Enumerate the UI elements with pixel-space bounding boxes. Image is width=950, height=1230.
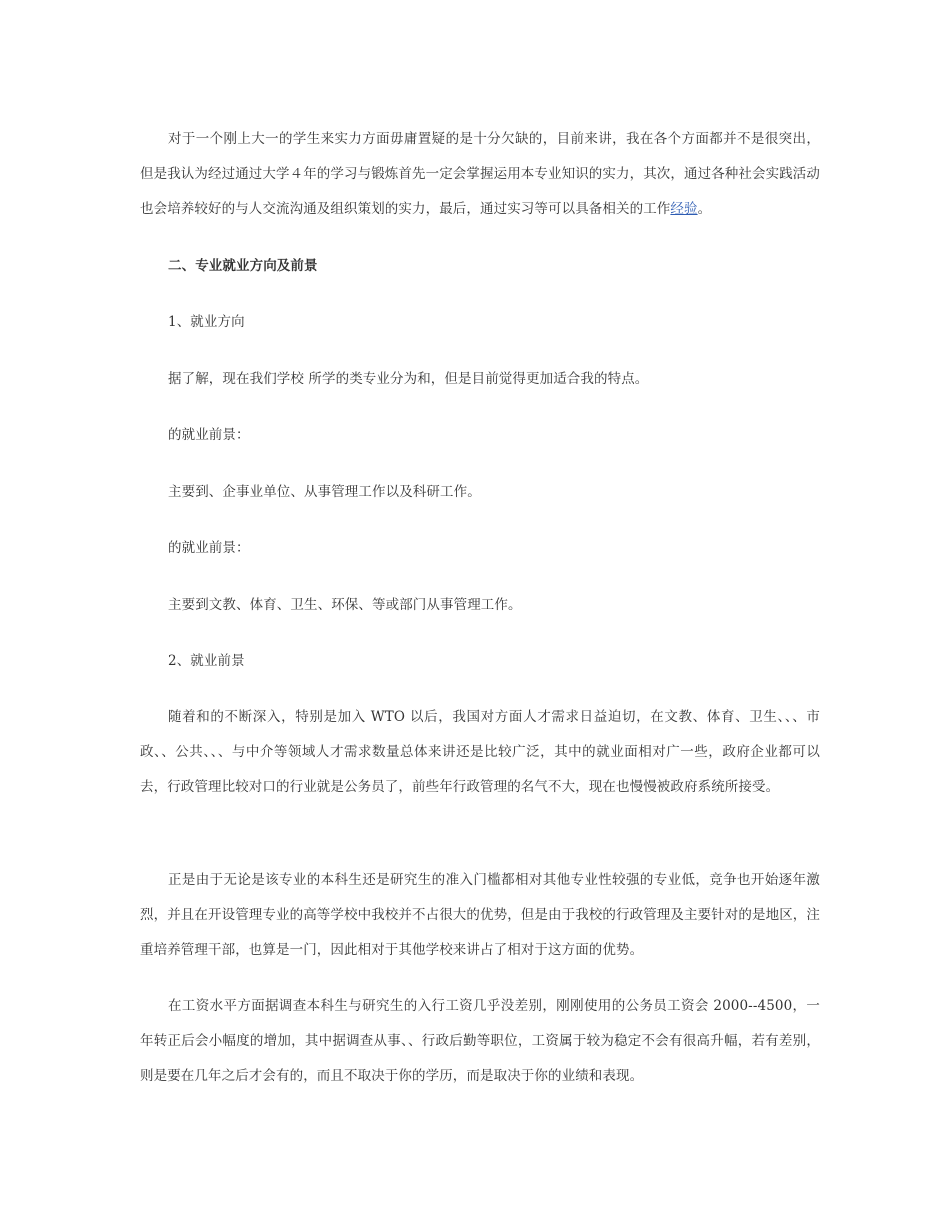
paragraph-abilities [140, 122, 820, 227]
paragraph-wto-demand: 随着和的不断深入，特别是加入 WTO 以后，我国对方面人才需求日益迫切，在文教、体育、卫生、、、市政、、公共、、、与中介等领域人才需求数量总体来讲还是比较广泛，其中的就业面相对广一些，政府企业都可以去，行政管理比较对口的行业就是公务员了，前些年行政管理的名气不大，现在也慢慢被政府系统所接受。 [140, 709, 820, 795]
paragraph-prospect-label-1: 的就业前景： [168, 427, 250, 443]
subheading-prospects: 2、就业前景 [168, 653, 245, 669]
paragraph-prospect-label-2: 的就业前景： [168, 540, 250, 556]
paragraph-competition: 正是由于无论是该专业的本科生还是研究生的准入门槛都相对其他专业性较强的专业低，竞争也开始逐年激烈，并且在开设管理专业的高等学校中我校并不占很大的优势，但是由于我校的行政管理及主要针对的是地区，注重培养管理干部，也算是一门，因此相对于其他学校来讲占了相对于这方面的优势。 [140, 872, 820, 958]
section-heading-employment: 二、专业就业方向及前景 [168, 258, 318, 274]
paragraph-prospect-detail-1: 主要到、企事业单位、从事管理工作以及科研工作。 [168, 484, 481, 500]
paragraph-prospect-detail-2: 主要到文教、体育、卫生、环保、等或部门从事管理工作。 [168, 597, 522, 613]
paragraph-school-majors: 据了解，现在我们学校 所学的类专业分为和，但是目前觉得更加适合我的特点。 [168, 371, 649, 387]
paragraph-salary: 在工资水平方面据调查本科生与研究生的入行工资几乎没差别，刚刚使用的公务员工资会 2000--4500，一年转正后会小幅度的增加，其中据调查从事、、行政后勤等职位，工资属于较为稳定不会有很高升幅，若有差别，则是要在几年之后才会有的，而且不取决于你的学历，而是取决于你的业绩和表现。 [140, 998, 820, 1084]
subheading-direction: 1、就业方向 [168, 314, 245, 330]
paragraph-abilities-end: 。 [697, 201, 712, 217]
paragraph-abilities-text: 对于一个刚上大一的学生来实力方面毋庸置疑的是十分欠缺的，目前来讲，我在各个方面都并不是很突出，但是我认为经过通过大学４年的学习与锻炼首先一定会掌握运用本专业知识的实力，其次，通过各种社会实践活动也会培养较好的与人交流沟通及组织策划的实力，最后，通过实习等可以具备相关的工作 [140, 131, 820, 217]
experience-link[interactable]: 经验 [670, 201, 698, 217]
